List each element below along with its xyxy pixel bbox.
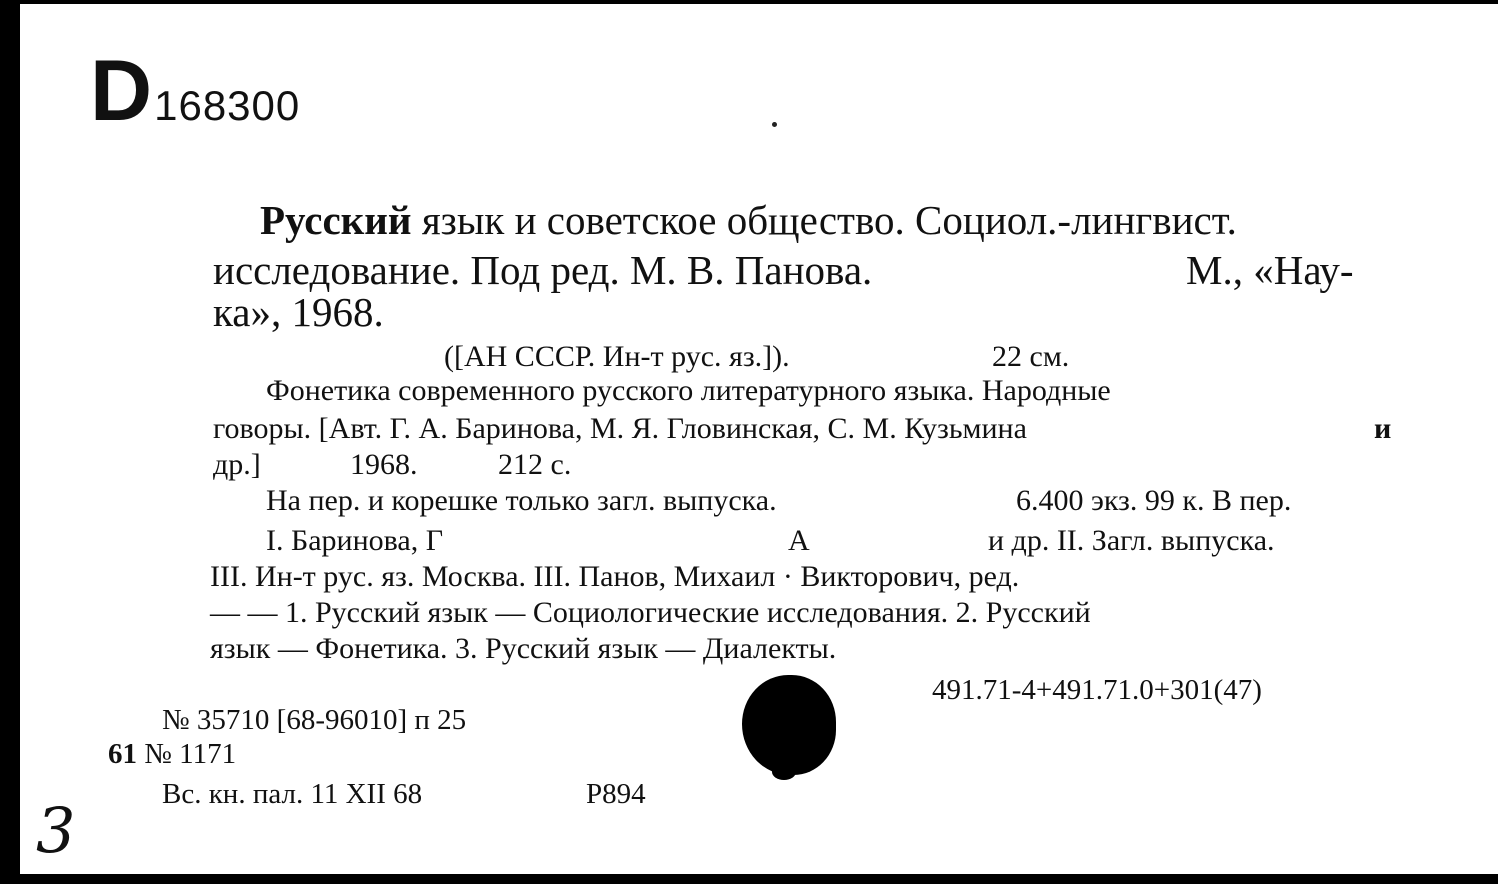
handwritten-number: 3 [36,794,76,867]
title-line-2-left: исследование. Под ред. М. В. Панова. [213,247,873,293]
print-run-price: 6.400 экз. 99 к. В пер. [1016,484,1292,517]
tracing-line-4: язык — Фонетика. 3. Русский язык — Диалекты. [210,632,837,665]
record-number: № 35710 [68-96010] п 25 [162,704,467,736]
tracing-line-1-c: и др. II. Загл. выпуска. [988,524,1275,557]
title-line-1 [260,197,1237,243]
title-line-1-rest: язык и советское общество. Социол.-лингвист. [421,197,1237,243]
call-number [90,43,301,139]
title-heading-word: Русский [260,197,412,243]
call-number-value: 168300 [154,82,301,129]
book-number-line [108,740,236,769]
call-number-prefix: D [90,43,153,139]
contents-line-2-end: и [1374,412,1392,445]
contents-line-1: Фонетика современного русского литературного языка. Народные [266,374,1111,407]
ink-blot [742,675,836,775]
binding-note: На пер. и корешке только загл. выпуска. [266,484,777,517]
order-code: Р894 [586,778,646,810]
book-chamber-line: Вс. кн. пал. 11 XII 68 [162,778,423,810]
book-number-prefix: 61 [108,738,137,770]
contents-line-3-authors: др.] [213,448,261,481]
tracing-line-3: — — 1. Русский язык — Социологические исследования. 2. Русский [210,596,1091,629]
imprint-place: М., «Нау- [1186,247,1354,293]
classification-code: 491.71-4+491.71.0+301(47) [932,674,1262,706]
ink-dot [772,122,777,127]
title-line-3: ка», 1968. [213,289,384,335]
contents-pages: 212 с. [498,448,572,481]
catalog-card [14,4,1498,878]
tracing-line-1-b: А [788,524,810,557]
ink-blot-drip [772,764,796,780]
size-statement: 22 см. [992,340,1070,373]
contents-year: 1968. [350,448,418,481]
contents-line-2: говоры. [Авт. Г. А. Баринова, М. Я. Гловинская, С. М. Кузьмина [213,412,1027,445]
tracing-line-2: III. Ин-т рус. яз. Москва. III. Панов, Михаил · Викторович, ред. [210,560,1020,593]
series-statement: ([АН СССР. Ин-т рус. яз.]). [444,340,790,373]
book-number: № 1171 [144,738,237,770]
card-bottom-edge [20,874,1498,878]
tracing-line-1-a: I. Баринова, Г [266,524,444,557]
